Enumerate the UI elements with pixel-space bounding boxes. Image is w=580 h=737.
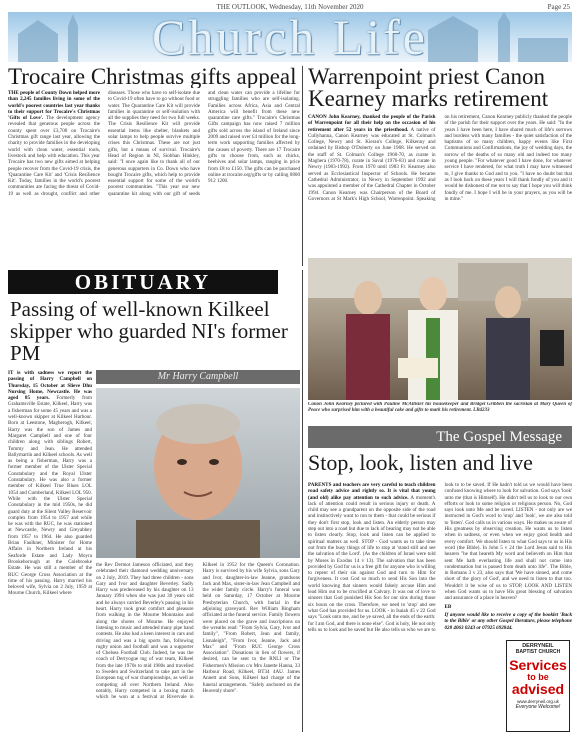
ad-line-5: advised [511,681,565,697]
section-banner [8,12,572,62]
obituary-headline: Passing of well-known Kilkeel skipper who guarded NI's former PM [10,298,288,365]
section-title: Church Life [152,12,428,62]
ad-line-3: Services [509,657,567,673]
obituary-banner: OBITUARY [8,270,278,294]
obituary-lead: IT is with sadness we report the passing of Harry Campbell on Thursday, 15 October at Slieve Dhu Nursing Home, Newcastle. He was aged 85 years. [8,370,92,402]
trocaire-article [8,90,300,266]
gospel-body: A moment's lack of attention could result in serious injury or death. A child may see a grandparent on the opposite side of the road and instinctively want to run to them - that could be serious if they don't first stop, look and listen. An elderly person may step out into a road but due to lack of hearing may not be able to listen clearly. Stop, look and listen can be applied to spiritual matters as well. STOP - God wants us to take time out from the busy things of life to stop at 'stand still and see the salvation of the Lord'. (As the children of Israel were told by Moses in Exodus 14 v 13). The salvation that has been provided by God for us is a free gift for anyone who is willing to repent of their sin against God and turn to Him for forgiveness. It cost God so much to send His Son into the world knowing that sinners would falsely accuse Him and lead Him out to be crucified at Calvary. It was out of love to sinners that God punished His Son for our sins during those six hours on the cross. Therefore, we need to 'stop' and see what God has provided for us. LOOK - in Isaiah 45 v 22 God says "Look unto me, and be ye saved, all the ends of the earth: for I am God, and there is none else". God is holy, He not only tells us to look and be saved but He also tells us who we are to look to to be saved. If He hadn't told us we would have been confused knowing where to look for salvation. God says 'look' unto me (that is Himself). He didn't tell us to look to our own efforts or look to some religion or religious person. No, God says look unto Me and be saved. LISTEN - not only are we instructed in God's word to 'stop' and 'look', we are also told to 'listen'. God calls us in various ways. He makes us aware of His greatness by observing creation, He wants us to listen when in sadness, or even when we enjoy good health and every comfort. We should listen to what God says to us in His word (the Bible). In John 5 v 24 the Lord Jesus said to His hearers "he that heareth My word and believeth on Him that sent Me hath everlasting life and shall not come into condemnation but is passed from death unto life". The Bible, in Romans 3 v 23, also says that 'We have sinned, and come short of the glory of God', and we need to listen to that too. Wouldn't it be wise of us to STOP, LOOK AND LISTEN when God wants us to have His great blessing of salvation and assurance of a place in heaven? [308,482,572,633]
gospel-signoff: EB [444,603,452,610]
obituary-subhead: Mr Harry Campbell [96,370,300,384]
warrenpoint-headline: Warrenpoint priest Canon Kearney marks retirement [308,66,549,111]
retirement-photo-illustration [308,258,572,400]
ad-website[interactable]: www.derryneil.org.uk [517,699,559,704]
column-divider-2 [302,270,303,732]
column-divider [302,66,303,266]
trocaire-body: The development agency revealed that generous people across the county spent over £3,700 on Trocaire's Christmas gift range last year, allowing the charity to provide families in the developing world with clean water, essential tools, livestock and help with education. This year Trocaire has two new gifts aimed at helping people recover from the Covid-19 crisis, the 'Quarantine Care Kit' and 'Crisis Resilience Kit'. Today, families in the world's poorest communities are facing the threat of Covid-19 as well as drought, conflict and other diseases. Those who have to self-isolate due to Covid-19 often have to go without food or water. The Quarantine Care Kit will provide families in quarantine or self-isolation with all the supplies they need for two full weeks. The Crisis Resilience Kit will provide essential items like shelter, blankets and solar lamps to help people survive multiple crises this Christmas. These are not just gifts, but a means of survival. Trocaire's Head of Region in NI, Siobhan Hinkley, said: "I once again like to thank all of our generous supporters in Co. Down who have bought Trocaire gifts, which help to provide essential support for some of the world's poorest communities. "This year our new quarantine kit along with our gift of seeds and clean water can provide a lifeline for struggling families who are self-isolating. Families across Africa, Asia and Central America will benefit from these new quarantine care gifts." Trocaire's Christmas Gifts campaign has now raised 7 million gifts sold across the island of Ireland since 2009 and raised over £4 million for the long-term work supporting families affected by the causes of poverty. There are 17 Trocaire gifts to choose from, such as chicks, beehives and solar lamps, ranging in price from £8 to £150. The gifts can be purchased online at trocaire.org/gifts or by calling 0800 912 1200. [8,90,300,197]
warrenpoint-body: A native of Cullyhanna, Canon Kearney was educated at St. Colman's College, Newry and St. Kieran's College, Kilkenny and ordained by Bishop O'Doherty on June 1968. He served on the staff of St. Colman's College 1968-70, as curate in Maghera (1970-78), curate in Saval (1976-83) and curate in Newry (1983-1992). From 1970 until 1983 Fr. Kearney also served as Ecclesiastical Inspector of Schools. He became Cathedral Administrator, in Newry in September 1992 and was appointed a member of the Cathedral Chapter in October 1994. Canon Kearney was Chairperson of the Board of Governors at St Mark's High School, Warrenpoint. Speaking on his retirement, Canon Kearney publicly thanked the people of the parish for their support over the years. He said: "In the years I have been here, I have shared much of life's sorrows and burdens with many families - the quiet satisfaction of the baptisms of so many children, happy events like First Communions and Confirmations, the joy of wedding days, the sorrow of the deaths of so many old and indeed too many young people. "For whatever good I have done, for whatever service I have rendered, for what truth I may have witnessed to, I give thanks to God and to you. "I have no doubt but that as I look back on these years I will thank fondly of you and it would be dishonest of me not to say that I hope you will think fondly of me. I hope I will be in your prayers, as you will be in mine." [308,114,572,202]
trocaire-headline: Trocaire Christmas gifts appeal [8,66,297,88]
ad-line-7: Everyone Welcome! [515,704,561,710]
header-date: THE OUTLOOK, Wednesday, 11th November 2020 [216,3,364,11]
warrenpoint-article [308,114,572,256]
gospel-banner: The Gospel Message [308,426,572,448]
gospel-postscript: If anyone would like to receive a copy of the booklet 'Back to the Bible' or any other Gospel literature, please telephone 028 4063 0243 or 07925 692844. [444,611,572,631]
gospel-lead: PARENTS and teachers are very careful to teach children road safety advice and rightly so. It is vital that young (and old) alike pay attention to such advice. [308,482,436,501]
warrenpoint-lead: CANON John Kearney, thanked the people of the Parish of Warrenpoint for all their help on the occasion of his retirement after 52 years in the priesthood. [308,114,436,133]
retirement-photo [308,258,572,400]
portrait-illustration [96,388,300,558]
ad-line-4: to be [527,672,549,682]
obituary-column-2 [96,562,300,734]
running-header [10,2,570,12]
page-number: Page 25 [547,3,570,11]
ad-line-2: BAPTIST CHURCH [515,649,561,655]
derryneil-advert [506,640,570,732]
ad-line-1: DERRYNEIL [522,643,554,649]
harry-campbell-portrait [96,388,300,558]
retirement-photo-caption: Canon John Kearney pictured with Pauline McAllister his housekeeper and Bridget Gribben the sacristan at Mary Queen of Peace who surprised him with a beautiful cake and gifts to mark his retirement. LB4233 [308,402,572,413]
trocaire-lead: THE people of County Down helped more than 2,245 families living in some of the world's poorest countries last year thanks to their support for Trocaire's Christmas 'Gifts of Love'. [8,90,100,122]
obituary-column-1 [8,370,92,732]
gospel-headline: Stop, look, listen and live [308,452,533,475]
obituary-body-2: the Rev Dermot Jameson officiated, and they celebrated their diamond wedding anniversary on 2 July, 2019. They had three children - sons Gary and Ivor and daughter Beverley. Sadly Harry was predeceased by his daughter on 13 January 1994 when she was just 30 years old and he always carried Beverley's passing in his heart. Harry took great comfort and pleasure from walking in the Mourne Mountains and along the shores of Mourne. He enjoyed listening to music and attended many pipe band contests. He also had a keen interest in cars and driving and was a big sports fan, following rugby union and football and was a supporter of Chelsea Football Club. Indeed, he was the coach of Derryogue tug of war team, Kilkeel from the late 1970s to mid 1980s and travelled to Sweden and Switzerland to take part in the European tug of war championships, as well as competing all over Northern Ireland. Also notably, Harry competed in a boxing match which he won at a festival at Rivervale in Kilkeel in 1952 for the Queen's Coronation. Harry is survived by his wife Sylvia, sons Gary and Ivor, daughter-in-law Jeanne, grandsons Jack and Max, sister-in-law Jean Campbell and the wider family circle. Harry's funeral was held on Saturday, 17 October at Mourne Presbyterian Church, with burial in the adjoining graveyard. Rev William Bingham officiated at the funeral service. Family flowers were placed on the grave and inscriptions on the wreaths read: "From Sylvia, Gary, Ivor and family", "From Robert, Jean and family, Lisnaleigh", "From Ivor, Jeanne, Jack and Max" and "From RUC George Cross Association". Donations in lieu of flowers, if desired, can be sent to the RNLI or The Fishermen's Mission c/o Mrs Janette Hanna, 33 Harbour Road, Kilkeel, BT34 4AU. James Annett and Sons, Kilkeel had charge of the funeral arrangements. "Safely anchored on the Heavenly shore". [96,562,300,701]
obituary-body-1: Formerly from Grahamsville Estate, Kilkeel, Harry was a fisherman for some 45 years and was a well-known skipper at Kilkeel Harbour. Born at Leestone, Magherogh, Kilkeel, Harry was the son of James and Margaret Campbell and one of four children along with siblings Robert, Tommy and Jean. He attended Ballymartin and Kilkeel schools. As well as being a fisherman, Harry was a former member of the Ulster Special Constabulary and the Royal Ulster Constabulary. He was also a former member of Kilkeel True Blues LOL 1054 and Cumberland, Kilkeel LOL 950. While with the Ulster Special Constabulary in the mid 1950s, he did guard duty at the Silent Valley Reservoir complex from 1954 to 1957 and while he was with the RUC, he was stationed at Newcastle, Newry and Greyabbey from 1957 to 1964. He also guarded Brian Faulkner, Minister for Home Affairs in Northern Ireland at his Seaforde Estate and Lady Moyra Brookeborough at the Colebrooke Estate. He was still a member of the RUC George Cross Association at the time of his passing. Harry married his beloved wife, Sylvia on 2 July, 1959 at Mourne Church, Kilkeel where [8,395,92,597]
